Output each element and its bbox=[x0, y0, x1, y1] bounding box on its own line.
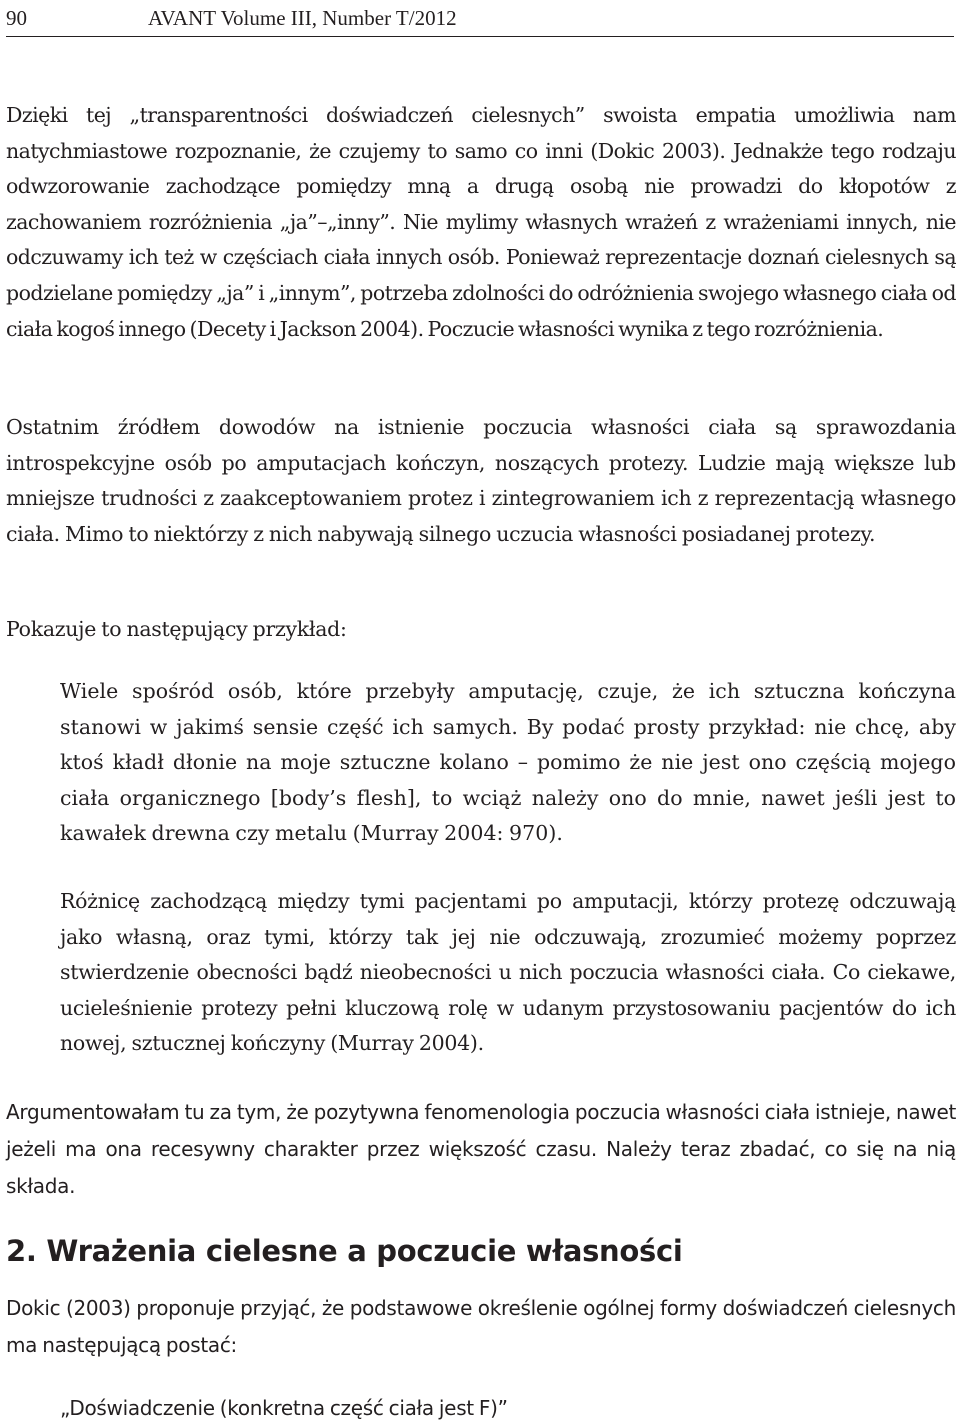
block-quote-murray: Wiele spośród osób, które przebyły amputację, czuje, że ich sztuczna kończyna stanowi w jakimś sensie część ich samych. By podać prosty przykład: nie chcę, aby ktoś kładł dłonie na moje sztuczne kolano – pomimo że nie jest ono częścią mojego ciała organicznego [body’s flesh], to wciąż należy ono do mnie, nawet jeśli jest to kawałek drewna czy metalu (Murray 2004: 970). bbox=[60, 679, 956, 846]
formula-quote: „Doświadczenie (konkretna część ciała jest F)” bbox=[60, 1396, 508, 1420]
journal-title: AVANT Volume III, Number T/2012 bbox=[148, 6, 457, 30]
block-quote-difference: Różnicę zachodzącą między tymi pacjentami po amputacji, którzy protezę odczuwają jako własną, oraz tymi, którzy tak jej nie odczuwają, zrozumieć możemy poprzez stwierdzenie obecności bądź nieobecności u nich poczucia własności ciała. Co ciekawe, ucieleśnienie protezy pełni kluczową rolę w udanym przystosowaniu pacjentów do ich nowej, sztucznej kończyny (Murray 2004). bbox=[60, 889, 956, 1056]
paragraph-example-intro: Pokazuje to następujący przykład: bbox=[6, 617, 347, 641]
section-heading: 2. Wrażenia cielesne a poczucie własności bbox=[6, 1234, 683, 1268]
running-header bbox=[6, 2, 954, 36]
paragraph-amputation-reports: Ostatnim źródłem dowodów na istnienie poczucia własności ciała są sprawozdania introspekcyjne osób po amputacjach kończyn, noszących protezy. Ludzie mają większe lub mniejsze trudności z zaakceptowaniem protez i zintegrowaniem ich z reprezentacją własnego ciała. Mimo to niektórzy z nich nabywają silnego uczucia własności posiadanej protezy. bbox=[6, 415, 956, 546]
paragraph-transparency: Dzięki tej „transparentności doświadczeń cielesnych” swoista empatia umożliwia nam natychmiastowe rozpoznanie, że czujemy to samo co inni (Dokic 2003). Jednakże tego rodzaju odwzorowanie zachodzące pomiędzy mną a drugą osobą nie prowadzi do kłopotów z zachowaniem rozróżnienia „ja”–„inny”. Nie mylimy własnych wrażeń z wrażeniami innych, nie odczuwamy ich też w częściach ciała innych osób. Ponieważ reprezentacje doznań cielesnych są podzielane pomiędzy „ja” i „innym”, potrzeba zdolności do odróżnienia swojego własnego ciała od ciała kogoś innego (Decety i Jackson 2004). Poczucie własności wynika z tego rozróżnienia. bbox=[6, 103, 956, 341]
header-rule bbox=[6, 36, 954, 37]
paragraph-dokic: Dokic (2003) proponuje przyjąć, że podstawowe określenie ogólnej formy doświadczeń cielesnych ma następującą postać: bbox=[6, 1296, 956, 1357]
paragraph-argument: Argumentowałam tu za tym, że pozytywna fenomenologia poczucia własności ciała istnieje, nawet jeżeli ma ona recesywny charakter przez większość czasu. Należy teraz zbadać, co się na nią składa. bbox=[6, 1100, 956, 1198]
page-number: 90 bbox=[6, 6, 27, 30]
